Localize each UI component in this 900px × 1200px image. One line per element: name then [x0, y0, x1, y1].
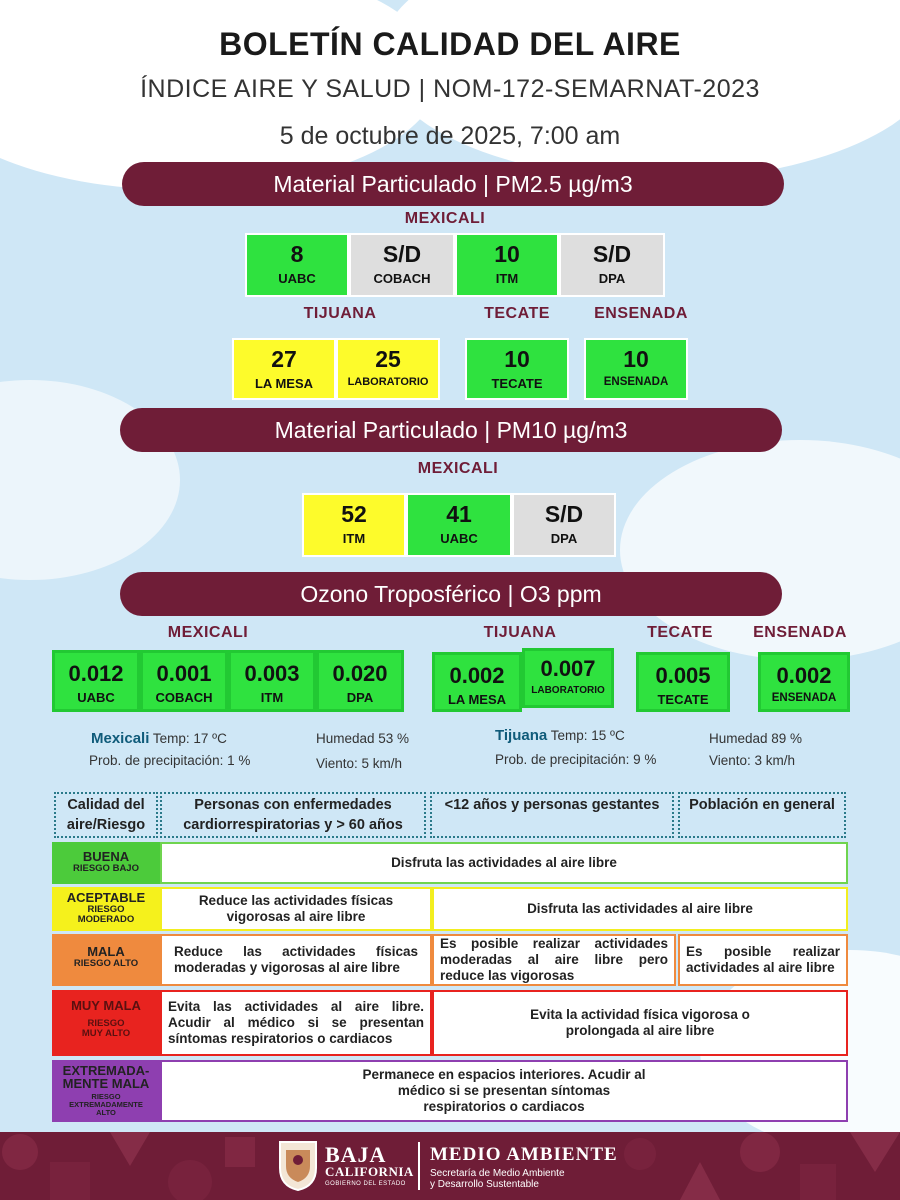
row-label-buena: BUENA RIESGO BAJO: [52, 842, 160, 884]
weather-tijuana-precip: Prob. de precipitación: 9 %: [495, 752, 657, 767]
row-extremadamente-mala-text: Permanece en espacios interiores. Acudir al médico si se presentan síntomas respiratorios o cardiacos: [160, 1060, 848, 1122]
row-aceptable-text-rest: Disfruta las actividades al aire libre: [432, 887, 848, 931]
o3-tijuana-la-mesa: 0.002 LA MESA: [432, 652, 522, 712]
row-aceptable-text-cardio: Reduce las actividades físicas vigorosas al aire libre: [160, 887, 432, 931]
pm25-mexicali-dpa: S/D DPA: [559, 233, 665, 297]
table-header-cardio: Personas con enfermedades cardiorrespiratorias y > 60 años: [160, 792, 426, 838]
weather-mexicali-wind: Viento: 5 km/h: [316, 756, 403, 771]
o3-mexicali-cobach: 0.001 COBACH: [140, 650, 228, 712]
pm10-mexicali-dpa: S/D DPA: [512, 493, 616, 557]
bulletin-date: 5 de octubre de 2025, 7:00 am: [279, 122, 621, 150]
row-muy-mala-text-cardio: Evita las actividades al aire libre. Acudir al médico si se presentan síntomas respiratorios o cardiacos: [160, 990, 432, 1056]
footer-baja: BAJA: [325, 1142, 387, 1167]
weather-mexicali-city: Mexicali: [91, 730, 150, 747]
weather-tijuana-humidity: Humedad 89 %: [709, 731, 803, 746]
footer: [0, 1132, 900, 1200]
pm25-banner: Material Particulado | PM2.5 µg/m3: [122, 162, 784, 206]
weather-mexicali-precip: Prob. de precipitación: 1 %: [89, 753, 251, 768]
o3-mexicali-label: MEXICALI: [167, 624, 249, 641]
footer-gobierno: GOBIERNO DEL ESTADO: [325, 1181, 406, 1187]
weather-tijuana-temp: Temp: 15 ºC: [550, 728, 625, 743]
footer-medio-ambiente: MEDIO AMBIENTE: [430, 1144, 618, 1165]
o3-banner: Ozono Troposférico | O3 ppm: [120, 572, 782, 616]
baja-california-shield-icon: [276, 1138, 320, 1192]
row-muy-mala-text-rest: Evita la actividad física vigorosa o prolongada al aire libre: [432, 990, 848, 1056]
row-label-aceptable: ACEPTABLE RIESGO MODERADO: [52, 887, 160, 931]
row-buena-text: Disfruta las actividades al aire libre: [160, 842, 848, 884]
bulletin-title: BOLETÍN CALIDAD DEL AIRE: [219, 26, 681, 62]
row-mala-text-children: Es posible realizar actividades moderadas al aire libre pero reduce las vigorosas: [432, 934, 676, 986]
o3-mexicali-itm: 0.003 ITM: [228, 650, 316, 712]
pm25-mexicali-uabc: 8 UABC: [245, 233, 349, 297]
weather-tijuana-wind: Viento: 3 km/h: [709, 753, 796, 768]
table-header-risk: Calidad del aire/Riesgo: [54, 792, 158, 838]
pm25-ensenada: 10 ENSENADA: [584, 338, 688, 400]
pm25-mexicali-itm: 10 ITM: [455, 233, 559, 297]
pm25-mexicali-label: MEXICALI: [404, 210, 486, 227]
pm25-tijuana-label: TIJUANA: [303, 305, 377, 322]
row-label-mala: MALA RIESGO ALTO: [52, 934, 160, 986]
table-header-general: Población en general: [678, 792, 846, 838]
pm25-ensenada-label: ENSENADA: [594, 305, 688, 322]
pm10-mexicali-uabc: 41 UABC: [406, 493, 512, 557]
row-mala-text-cardio: Reduce las actividades físicas moderadas y vigorosas al aire libre: [160, 934, 432, 986]
weather-mexicali-temp: Temp: 17 ºC: [152, 731, 227, 746]
weather-mexicali: [91, 730, 227, 747]
o3-tijuana-laboratorio: 0.007 LABORATORIO: [522, 648, 614, 708]
footer-california: CALIFORNIA: [325, 1164, 414, 1179]
o3-tijuana-label: TIJUANA: [483, 624, 557, 641]
row-label-extremadamente-mala: EXTREMADA-MENTE MALA RIESGO EXTREMADAMENTE ALTO: [52, 1060, 160, 1122]
o3-ensenada: 0.002 ENSENADA: [758, 652, 850, 712]
pm10-mexicali-label: MEXICALI: [417, 460, 499, 477]
row-mala-text-general: Es posible realizar actividades al aire libre: [678, 934, 848, 986]
pm25-tijuana-la-mesa: 27 LA MESA: [232, 338, 336, 400]
pm25-tecate-label: TECATE: [484, 305, 550, 322]
o3-tecate-label: TECATE: [647, 624, 713, 641]
footer-secretaria: Secretaría de Medio Ambiente y Desarrollo Sustentable: [430, 1168, 565, 1190]
o3-ensenada-label: ENSENADA: [753, 624, 847, 641]
pm25-tijuana-laboratorio: 25 LABORATORIO: [336, 338, 440, 400]
weather-tijuana: [495, 727, 625, 744]
pm10-mexicali-itm: 52 ITM: [302, 493, 406, 557]
pm10-banner: Material Particulado | PM10 µg/m3: [120, 408, 782, 452]
pm25-tecate: 10 TECATE: [465, 338, 569, 400]
row-label-muy-mala: MUY MALA RIESGO MUY ALTO: [52, 990, 160, 1056]
o3-tecate: 0.005 TECATE: [636, 652, 730, 712]
bulletin-subtitle: ÍNDICE AIRE Y SALUD | NOM-172-SEMARNAT-2023: [140, 75, 760, 103]
o3-mexicali-uabc: 0.012 UABC: [52, 650, 140, 712]
weather-mexicali-humidity: Humedad 53 %: [316, 731, 410, 746]
table-header-children: <12 años y personas gestantes: [430, 792, 674, 838]
footer-divider: [418, 1142, 420, 1190]
pm25-mexicali-cobach: S/D COBACH: [349, 233, 455, 297]
weather-tijuana-city: Tijuana: [495, 727, 548, 744]
o3-mexicali-dpa: 0.020 DPA: [316, 650, 404, 712]
